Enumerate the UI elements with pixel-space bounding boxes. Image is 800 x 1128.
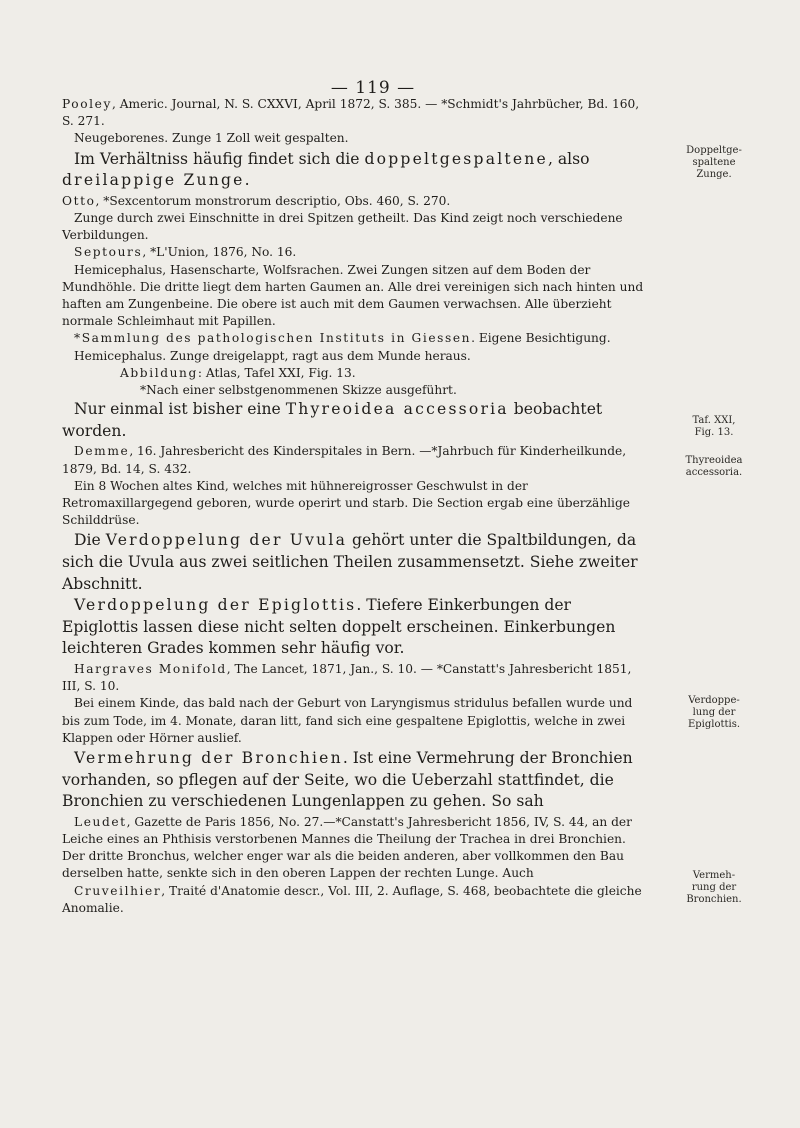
margin-note-bronchien (664, 870, 764, 906)
case-description: Ein 8 Wochen altes Kind, welches mit hühnereigrosser Geschwulst in der Retromaxillargegend geboren, wurde operirt und starb. Die Section ergab eine überzählige Schilddrüse. (62, 478, 630, 528)
margin-note-figure (664, 415, 764, 439)
author-name: Otto (62, 193, 96, 208)
figure-label: Abbildung (120, 365, 198, 380)
margin-note-thyreoidea (664, 455, 764, 479)
margin-note-line: Epiglottis. (687, 719, 741, 730)
margin-note-epiglottis (664, 695, 764, 731)
margin-note-tongue (664, 145, 764, 181)
citation-text: , The Lancet, 1871, Jan., S. 10. — *Canstatt's Jahresbericht 1851, III, S. 10. (62, 662, 632, 694)
citation-text: , Gazette de Paris 1856, No. 27.—*Canstatt's Jahresbericht 1856, IV, S. 44, an der Leiche eines an Phthisis verstorbenen Mannes die Theilung der Trachea in drei Bronchien. Der dritte Bronchus, welcher enger war als die beiden anderen, aber vollkommen den Bau derselben hatte, senkte sich in den oberen Lappen der rechten Lunge. Auch (62, 814, 632, 881)
margin-note-line: Taf. XXI, (692, 415, 736, 426)
citation-text: , 16. Jahresbericht des Kinderspitales in Bern. —*Jahrbuch für Kinderheilkunde, 1879, Bd. 14, S. 432. (62, 444, 627, 476)
citation-leudet (62, 814, 652, 883)
citation-pooley (62, 96, 652, 130)
citation-otto (62, 193, 652, 210)
citation-giessen (62, 330, 652, 347)
author-name: Hargraves Monifold (74, 662, 227, 676)
margin-note-line: Thyreoidea (685, 455, 743, 466)
case-description: Hemicephalus, Hasenscharte, Wolfsrachen. Zwei Zungen sitzen auf dem Boden der Mundhöhle. Die dritte liegt dem harten Gaumen an. Alle drei vereinigen sich nach hinten und haften am Zungenbeine. Die obere ist auch mit dem Gaumen verwachsen. Alle überzieht normale Schleimhaut mit Papillen. (62, 262, 644, 329)
emphasis-term: Thyreoidea accessoria (285, 400, 509, 419)
author-name: Demme (74, 444, 130, 459)
citation-text: . Eigene Besichtigung. (471, 331, 611, 346)
citation-text: , *Sexcentorum monstrorum descriptio, Obs. 460, S. 270. (95, 193, 451, 208)
section-paragraph-uvula (62, 530, 652, 595)
emphasis-term: Verdoppelung der Uvula (105, 531, 348, 550)
citation-cruveilhier (62, 883, 652, 917)
emphasis-term: dreilappige Zunge (62, 171, 245, 190)
case-description: Zunge durch zwei Einschnitte in drei Spitzen getheilt. Das Kind zeigt noch verschiedene Verbildungen. (62, 211, 623, 243)
citation-text: , *L'Union, 1876, No. 16. (142, 245, 297, 260)
paragraph-text: , also (547, 149, 590, 168)
paragraph-text: . Tiefere Einkerbungen der Epiglottis lassen diese nicht selten doppelt erscheinen. Einkerbungen leichteren Grades kommen sehr häufig vor. (62, 596, 616, 658)
paragraph-text: beobachtet worden. (62, 400, 603, 440)
institution-name: *Sammlung des pathologischen Instituts in Giessen (74, 331, 472, 346)
emphasis-term: Verdoppelung der Epiglottis (74, 596, 357, 615)
margin-note-line: lung der (692, 707, 736, 718)
case-description: Hemicephalus. Zunge dreigelappt, ragt aus dem Munde heraus. (74, 348, 471, 363)
author-name: Septours (74, 245, 143, 260)
citation-hargraves (62, 661, 652, 695)
author-name: Cruveilhier (74, 883, 162, 898)
citation-text: , Traité d'Anatomie descr., Vol. III, 2. Auflage, S. 468, beobachtete die gleiche Anomalie. (62, 883, 642, 915)
paragraph-text: Im Verhältniss häufig findet sich die (74, 149, 365, 168)
paragraph-text: Die (74, 531, 106, 550)
margin-note-line: Bronchien. (686, 894, 742, 905)
author-name: Pooley (62, 97, 112, 111)
case-description: Bei einem Kinde, das bald nach der Geburt von Laryngismus stridulus befallen wurde und bis zum Tode, im 4. Monate, daran litt, fand sich eine gespaltene Epiglottis, welche in zwei Klappen oder Hörner auslief. (62, 696, 633, 745)
citation-text: , Americ. Journal, N. S. CXXVI, April 1872, S. 385. — *Schmidt's Jahrbücher, Bd. 160, S. 271. (62, 97, 640, 129)
margin-note-line: rung der (691, 882, 737, 893)
paragraph-text: gehört unter die Spaltbildungen, da sich die Uvula aus zwei seitlichen Theilen zusammensetzt. Siehe zweiter Abschnitt. (62, 531, 638, 593)
margin-note-line: spaltene (692, 157, 736, 168)
section-paragraph-epiglottis (62, 595, 652, 660)
citation-septours (62, 244, 652, 261)
margin-note-line: Verdoppe- (688, 695, 740, 706)
emphasis-term: doppeltgespaltene (364, 149, 548, 168)
citation-demme (62, 443, 652, 477)
margin-note-line: Fig. 13. (694, 427, 734, 438)
margin-note-line: Zunge. (696, 169, 732, 180)
margin-note-line: Vermeh- (692, 870, 736, 881)
figure-text: : Atlas, Tafel XXI, Fig. 13. (197, 365, 356, 380)
section-paragraph-bronchien (62, 748, 652, 813)
paragraph-text: Nur einmal ist bisher eine (74, 400, 286, 419)
figure-reference (62, 365, 652, 382)
margin-note-line: Doppeltge- (686, 145, 742, 156)
section-paragraph-thyreoidea (62, 399, 652, 442)
page-number: — 119 — (330, 78, 416, 98)
section-paragraph-tongue (62, 149, 652, 192)
page-body (62, 96, 652, 917)
author-name: Leudet (74, 814, 127, 829)
margin-note-line: accessoria. (685, 467, 743, 478)
paragraph-text: . Ist eine Vermehrung der Bronchien vorhanden, so pflegen auf der Seite, wo die Ueberzahl stattfindet, die Bronchien zu verschiedenen Lungenlappen zu gehen. So sah (62, 749, 633, 811)
figure-note: *Nach einer selbstgenommenen Skizze ausgeführt. (140, 383, 457, 398)
emphasis-term: Vermehrung der Bronchien (74, 749, 343, 768)
paragraph-text: . (244, 171, 250, 190)
case-description: Neugeborenes. Zunge 1 Zoll weit gespalten. (74, 131, 349, 146)
